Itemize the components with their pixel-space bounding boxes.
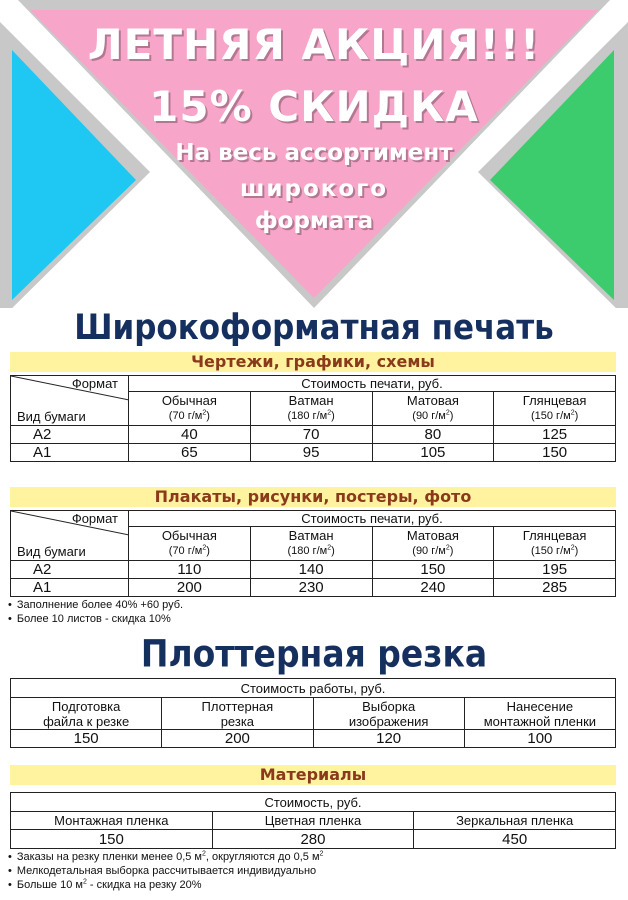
note-discount: • Более 10 листов - скидка 10% (8, 612, 183, 626)
price-cell: 80 (372, 426, 494, 444)
price-cell: 140 (250, 561, 372, 579)
price-cell: 230 (250, 579, 372, 597)
materials-notes (8, 850, 323, 892)
column-header-glossy: Глянцевая (150 $г/м^2$) (494, 527, 616, 561)
table-row (11, 830, 616, 849)
table-caption: Стоимость печати, руб. (129, 376, 616, 392)
price-cell: 200 (162, 730, 313, 748)
column-header-plain: Обычная (70 $г/м^2$) (129, 392, 251, 426)
promo-discount: 15% СКИДКА (149, 82, 479, 131)
promo-subline-2: широкого (239, 176, 389, 202)
price-cell: 150 (11, 730, 162, 748)
price-cell: 150 (11, 830, 213, 849)
price-cell: 280 (212, 830, 414, 849)
note-rounding: • Заказы на резку пленки менее 0,5 $м^2$, округляются до 0,5 $м^2$ (8, 850, 323, 864)
corner-paper-label: Вид бумаги (17, 544, 86, 559)
price-cell: 120 (313, 730, 464, 748)
promo-subline-1: На весь ассортимент (175, 140, 453, 166)
price-cell: 95 (250, 444, 372, 462)
note-bulk-discount: • Больше 10 $м^2$ - скидка на резку 20% (8, 878, 323, 892)
note-detailed-weeding: • Мелкодетальная выборка рассчитывается индивидуально (8, 864, 323, 878)
column-header-mirror-film: Зеркальная пленка (414, 812, 616, 830)
price-cell: 285 (494, 579, 616, 597)
table-row (11, 579, 616, 597)
price-cell: 105 (372, 444, 494, 462)
table-caption: Стоимость, руб. (11, 793, 616, 812)
column-header-glossy: Глянцевая (150 $г/м^2$) (494, 392, 616, 426)
print-section-title: Широкоформатная печать (74, 307, 554, 349)
corner-paper-label: Вид бумаги (17, 409, 86, 424)
promo-headline: ЛЕТНЯЯ АКЦИЯ!!! (87, 20, 541, 69)
column-header-matte: Матовая (90 $г/м^2$) (372, 527, 494, 561)
table2-heading: Плакаты, рисунки, постеры, фото (10, 487, 616, 507)
promo-banner (0, 0, 628, 308)
print-notes (8, 598, 183, 626)
column-header-plain: Обычная (70 $г/м^2$) (129, 527, 251, 561)
column-header-whatman: Ватман (180 $г/м^2$) (250, 527, 372, 561)
price-cell: 100 (464, 730, 615, 748)
price-cell: 65 (129, 444, 251, 462)
table-row (11, 730, 616, 748)
price-table-posters (10, 510, 616, 597)
row-format-label: А1 (11, 444, 129, 462)
price-cell: 150 (494, 444, 616, 462)
price-cell: 70 (250, 426, 372, 444)
note-fill: • Заполнение более 40% +60 руб. (8, 598, 183, 612)
price-cell: 110 (129, 561, 251, 579)
cut-section-title: Плоттерная резка (140, 631, 488, 676)
price-cell: 200 (129, 579, 251, 597)
column-header-mounting-film: Монтажная пленка (11, 812, 213, 830)
table1-heading: Чертежи, графики, схемы (10, 352, 616, 372)
corner-format-label: Формат (71, 376, 118, 391)
price-cell: 150 (372, 561, 494, 579)
column-header-file-prep: Подготовка файла к резке (11, 698, 162, 730)
table-corner-cell (11, 511, 129, 561)
table-row (11, 426, 616, 444)
promo-subline-3: формата (254, 208, 374, 234)
price-table-drawings (10, 375, 616, 462)
price-cell: 450 (414, 830, 616, 849)
table-corner-cell (11, 376, 129, 426)
price-cell: 195 (494, 561, 616, 579)
column-header-color-film: Цветная пленка (212, 812, 414, 830)
materials-heading: Материалы (10, 765, 616, 785)
table-row (11, 444, 616, 462)
table-caption: Стоимость печати, руб. (129, 511, 616, 527)
column-header-matte: Матовая (90 $г/м^2$) (372, 392, 494, 426)
table-caption: Стоимость работы, руб. (11, 679, 616, 698)
column-header-mounting: Нанесение монтажной пленки (464, 698, 615, 730)
price-cell: 240 (372, 579, 494, 597)
row-format-label: А2 (11, 561, 129, 579)
column-header-whatman: Ватман (180 $г/м^2$) (250, 392, 372, 426)
price-cell: 125 (494, 426, 616, 444)
cut-price-table (10, 678, 616, 748)
column-header-plotter-cut: Плоттерная резка (162, 698, 313, 730)
price-cell: 40 (129, 426, 251, 444)
materials-table (10, 792, 616, 849)
table-row (11, 561, 616, 579)
corner-format-label: Формат (71, 511, 118, 526)
row-format-label: А1 (11, 579, 129, 597)
row-format-label: А2 (11, 426, 129, 444)
column-header-weeding: Выборка изображения (313, 698, 464, 730)
